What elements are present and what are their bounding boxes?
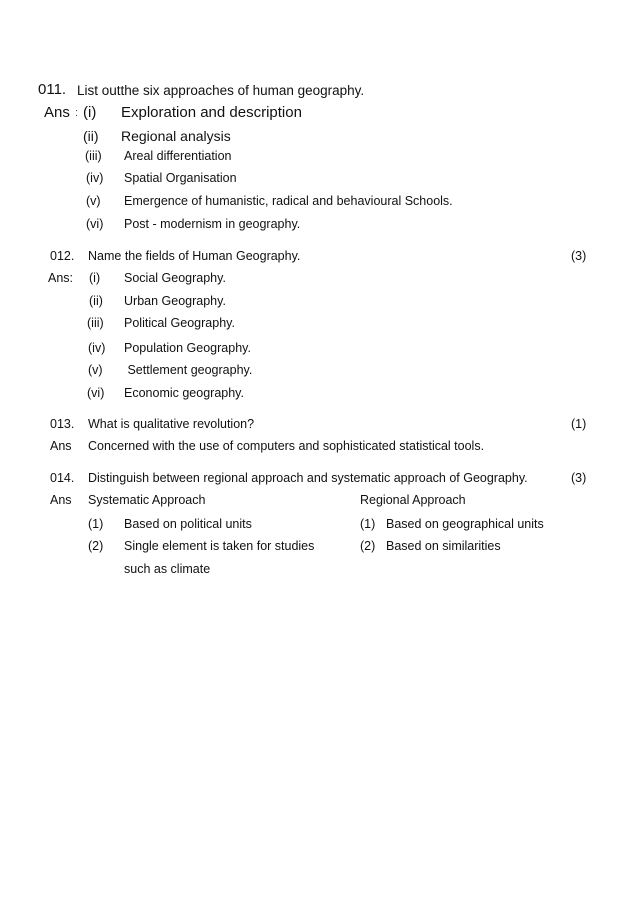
item-number: (ii): [83, 128, 99, 144]
item-text: Political Geography.: [124, 316, 235, 330]
column-heading-regional: Regional Approach: [360, 493, 466, 507]
column-heading-systematic: Systematic Approach: [88, 493, 206, 507]
item-text: Social Geography.: [124, 271, 226, 285]
item-number: (ii): [89, 294, 103, 308]
question-text: What is qualitative revolution?: [88, 417, 255, 431]
marks: (1): [571, 417, 587, 431]
item-number: (iii): [87, 316, 104, 330]
item-number: (v): [88, 363, 103, 377]
item-text: Urban Geography.: [124, 294, 226, 308]
question-text: Distinguish between regional approach and systematic approach of Geography.: [88, 471, 528, 485]
item-text: Based on geographical units: [386, 517, 544, 531]
question-number: 011.: [38, 81, 67, 98]
item-number: (1): [88, 517, 104, 531]
item-text: Emergence of humanistic, radical and behavioural Schools.: [124, 194, 453, 208]
question-number: 014.: [50, 471, 75, 485]
item-number: (iv): [86, 171, 104, 185]
answer-label: Ans: [50, 439, 72, 453]
answer-label: Ans:: [48, 271, 74, 285]
item-text: Based on political units: [124, 517, 252, 531]
question-number: 012.: [50, 249, 75, 263]
item-number: (vi): [87, 386, 105, 400]
item-number: (vi): [86, 217, 104, 231]
item-text: Single element is taken for studies: [124, 539, 315, 553]
item-text: Spatial Organisation: [124, 171, 237, 185]
marks: (3): [571, 249, 587, 263]
item-text: Settlement geography.: [124, 363, 253, 377]
item-number: (i): [83, 104, 97, 121]
item-text: Areal differentiation: [124, 149, 232, 163]
item-number: (2): [360, 539, 376, 553]
item-number: (1): [360, 517, 376, 531]
item-text: Post - modernism in geography.: [124, 217, 301, 231]
answer-label: Ans: [50, 493, 72, 507]
item-text: Economic geography.: [124, 386, 244, 400]
item-number: (iv): [88, 341, 106, 355]
item-number: (i): [89, 271, 101, 285]
question-number: 013.: [50, 417, 75, 431]
item-number: (2): [88, 539, 104, 553]
item-text: Regional analysis: [121, 128, 231, 144]
item-number: (iii): [85, 149, 102, 163]
marks: (3): [571, 471, 587, 485]
answer-label: Ans: [44, 104, 70, 121]
item-text: Based on similarities: [386, 539, 501, 553]
answer-colon: :: [75, 107, 79, 119]
item-text-continued: such as climate: [124, 562, 211, 576]
item-text: Population Geography.: [124, 341, 251, 355]
item-text: Exploration and description: [121, 104, 302, 121]
answer-text: Concerned with the use of computers and sophisticated statistical tools.: [88, 439, 485, 453]
question-text: Name the fields of Human Geography.: [88, 249, 301, 263]
item-number: (v): [86, 194, 101, 208]
question-text: List outthe six approaches of human geography.: [77, 83, 365, 98]
